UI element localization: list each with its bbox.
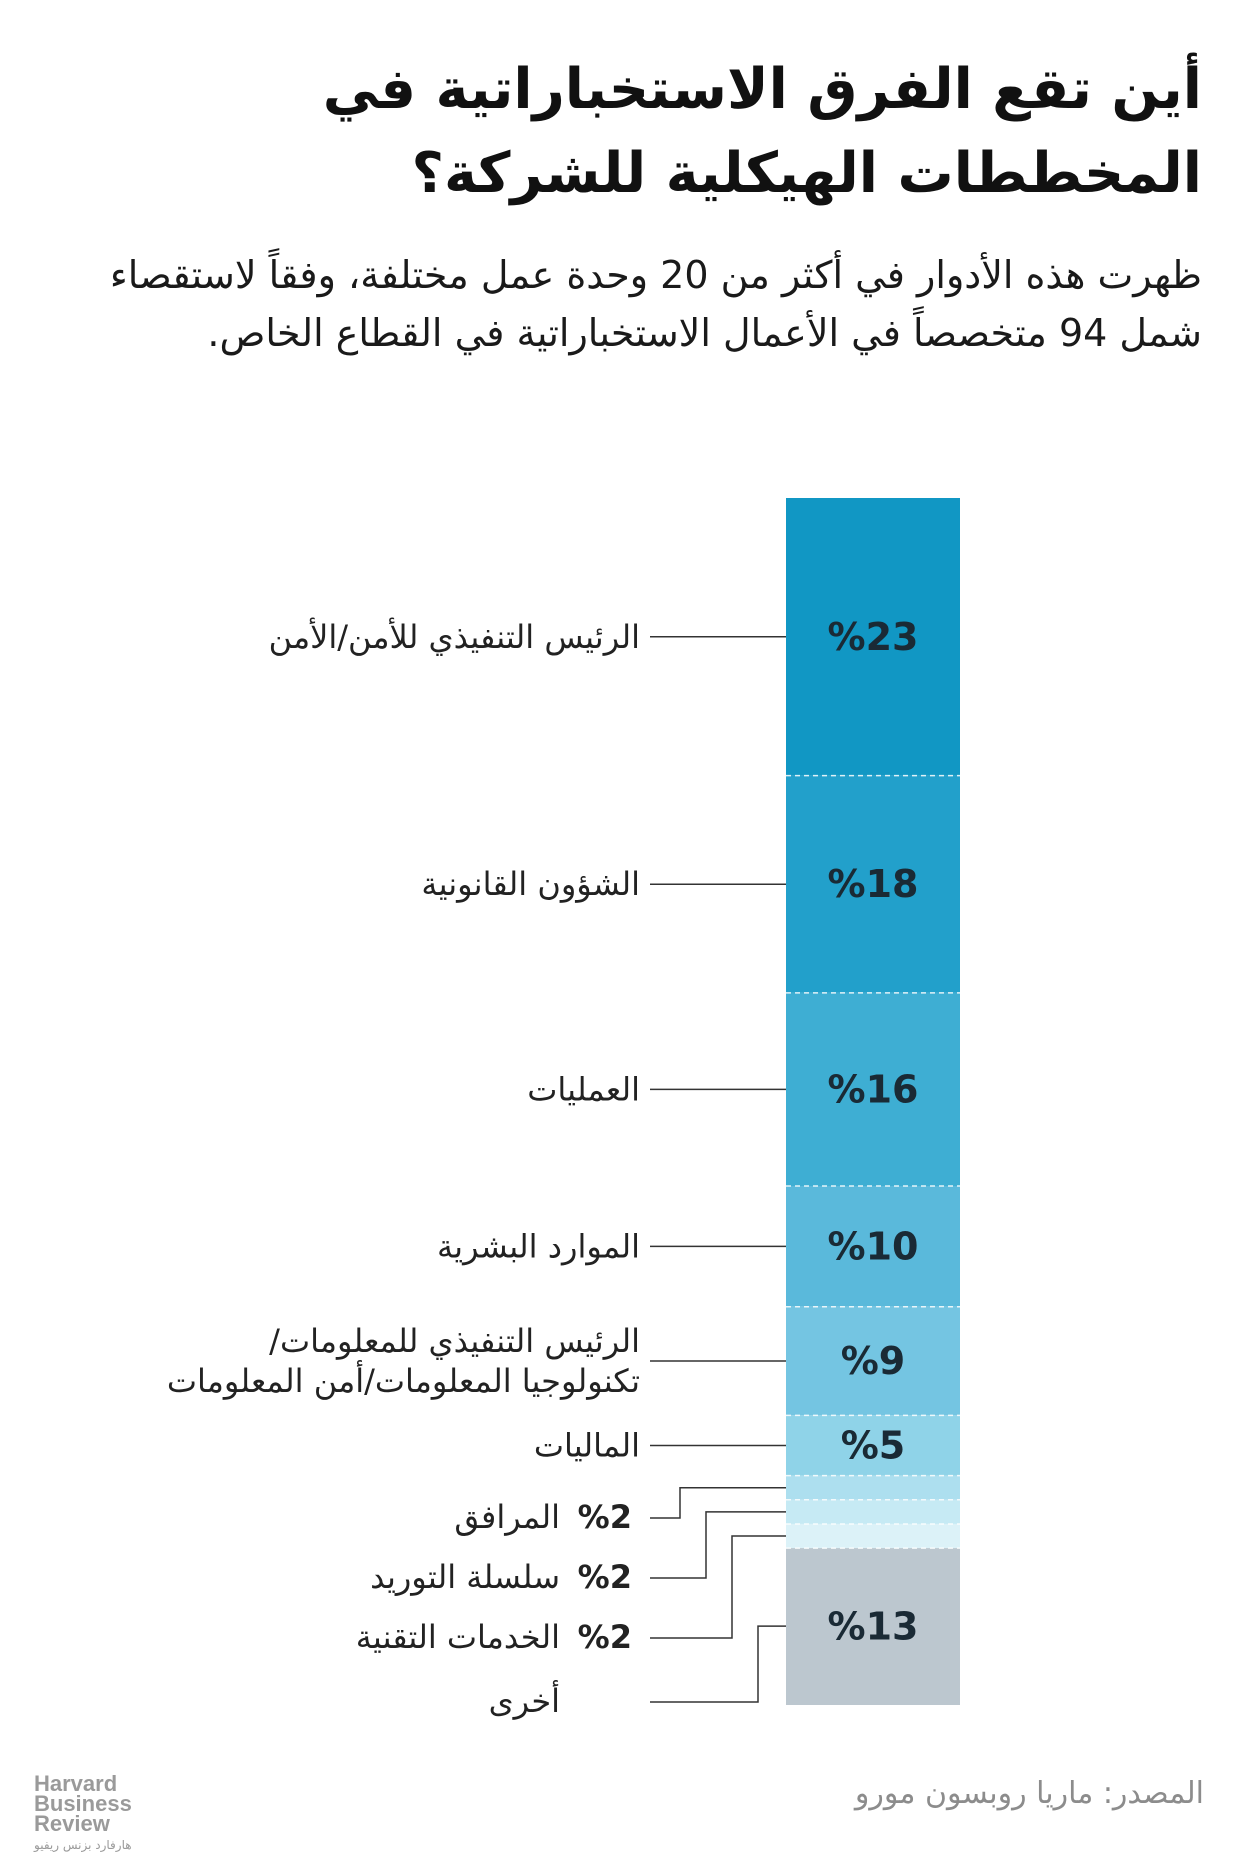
category-label-1: الرئيس التنفيذي للأمن/الأمن: [268, 617, 640, 656]
category-label-6: الماليات: [533, 1426, 640, 1465]
category-label-2: الشؤون القانونية: [421, 865, 640, 904]
value-label-10: %13: [827, 1604, 919, 1649]
logo-arabic: هارفارد بزنس ريفيو: [34, 1838, 132, 1852]
category-label-9: الخدمات التقنية: [355, 1618, 560, 1656]
value-label-4: %10: [827, 1224, 919, 1269]
chart-subtitle: ظهرت هذه الأدوار في أكثر من 20 وحدة عمل مختلفة، وفقاً لاستقصاء شمل 94 متخصصاً في الأعمال الاستخباراتية في القطاع الخاص.: [109, 253, 1202, 355]
value-label-7: %2: [577, 1498, 632, 1536]
leader-line-7: [650, 1488, 786, 1518]
category-label-8: سلسلة التوريد: [370, 1558, 560, 1596]
value-label-5: %9: [840, 1339, 906, 1384]
chart-title: أين تقع الفرق الاستخباراتية في المخططات الهيكلية للشركة؟: [322, 57, 1202, 206]
category-label-4: الموارد البشرية: [437, 1227, 640, 1266]
leader-line-9: [650, 1536, 786, 1638]
bar-segment-7: [786, 1476, 960, 1500]
logo-line-business: Business: [34, 1791, 132, 1816]
category-label-10: أخرى: [488, 1682, 560, 1720]
hbr-logo: [34, 1771, 174, 1852]
leader-line-8: [650, 1512, 786, 1578]
bar-segment-8: [786, 1500, 960, 1524]
value-label-6: %5: [840, 1423, 906, 1468]
category-label-7: المرافق: [454, 1498, 560, 1536]
category-label-3: العمليات: [527, 1070, 640, 1109]
logo-line-review: Review: [34, 1811, 110, 1836]
logo-line-harvard: Harvard: [34, 1771, 118, 1796]
value-label-9: %2: [577, 1618, 632, 1656]
category-label-5-line-2: تكنولوجيا المعلومات/أمن المعلومات: [166, 1362, 640, 1401]
source-note: المصدر: ماريا روبسون مورو: [854, 1776, 1204, 1811]
value-label-2: %18: [827, 862, 919, 907]
value-label-8: %2: [577, 1558, 632, 1596]
bar-segment-9: [786, 1524, 960, 1548]
value-label-1: %23: [827, 614, 919, 659]
category-label-5-line-1: الرئيس التنفيذي للمعلومات/: [269, 1322, 640, 1361]
value-label-3: %16: [827, 1067, 919, 1112]
